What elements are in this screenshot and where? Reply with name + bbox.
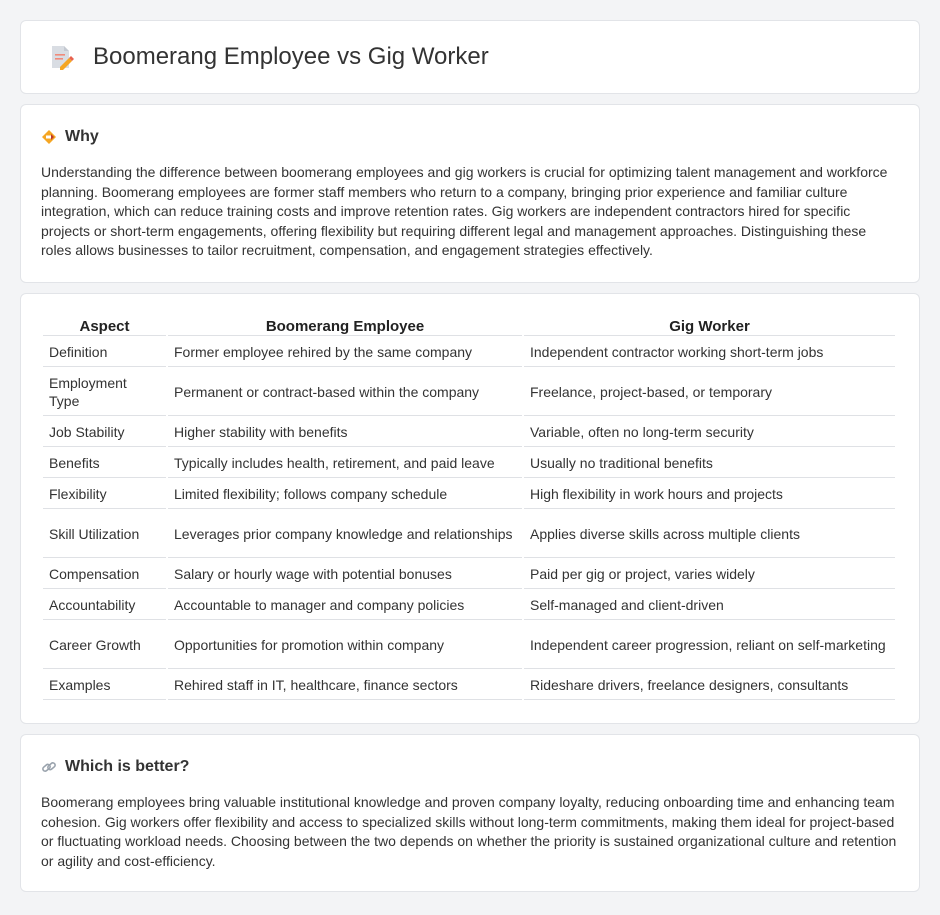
table-row xyxy=(43,622,895,669)
aspect-cell: Flexibility xyxy=(43,480,166,509)
aspect-cell: Benefits xyxy=(43,449,166,478)
aspect-cell: Definition xyxy=(43,338,166,367)
table-row xyxy=(43,369,895,416)
gig-cell: Freelance, project-based, or temporary xyxy=(524,369,895,416)
table-row xyxy=(43,338,895,367)
aspect-cell: Accountability xyxy=(43,591,166,620)
boomerang-cell: Typically includes health, retirement, and paid leave xyxy=(168,449,522,478)
gig-cell: Rideshare drivers, freelance designers, consultants xyxy=(524,671,895,700)
why-paragraph: Understanding the difference between boomerang employees and gig workers is crucial for optimizing talent management and workforce planning. Boomerang employees are former staff members who return to a company, bringing prior experience and familiar culture integration, which can reduce training costs and improve retention rates. Gig workers are independent contractors hired for specific projects or short-term engagements, offering flexibility but requiring different legal and management approaches. Distinguishing these roles allows businesses to tailor recruitment, compensation, and engagement strategies effectively. xyxy=(41,164,888,259)
column-header-aspect: Aspect xyxy=(43,314,166,336)
boomerang-cell: Leverages prior company knowledge and relationships xyxy=(168,511,522,558)
aspect-cell: Skill Utilization xyxy=(43,511,166,558)
why-section xyxy=(20,104,920,283)
document-pencil-icon xyxy=(47,43,75,71)
which-is-better-section xyxy=(20,734,920,892)
column-header-boomerang: Boomerang Employee xyxy=(168,314,522,336)
better-title: Which is better? xyxy=(65,758,190,775)
column-header-gig: Gig Worker xyxy=(524,314,895,336)
boomerang-cell: Rehired staff in IT, healthcare, finance sectors xyxy=(168,671,522,700)
page-title: Boomerang Employee vs Gig Worker xyxy=(93,43,489,70)
comparison-table xyxy=(41,312,897,702)
table-row xyxy=(43,418,895,447)
boomerang-cell: Limited flexibility; follows company schedule xyxy=(168,480,522,509)
header-card xyxy=(20,20,920,94)
aspect-cell: Career Growth xyxy=(43,622,166,669)
gig-cell: Paid per gig or project, varies widely xyxy=(524,560,895,589)
aspect-cell: Examples xyxy=(43,671,166,700)
table-row xyxy=(43,591,895,620)
gig-cell: Applies diverse skills across multiple clients xyxy=(524,511,895,558)
table-row xyxy=(43,560,895,589)
gig-cell: Variable, often no long-term security xyxy=(524,418,895,447)
why-heading xyxy=(41,129,899,145)
boomerang-cell: Permanent or contract-based within the company xyxy=(168,369,522,416)
why-title: Why xyxy=(65,128,99,145)
better-heading xyxy=(41,759,899,775)
aspect-cell: Employment Type xyxy=(43,369,166,416)
boomerang-cell: Opportunities for promotion within company xyxy=(168,622,522,669)
boomerang-cell: Higher stability with benefits xyxy=(168,418,522,447)
table-row xyxy=(43,480,895,509)
link-icon xyxy=(41,759,57,775)
table-row xyxy=(43,671,895,700)
boomerang-cell: Former employee rehired by the same company xyxy=(168,338,522,367)
boomerang-cell: Accountable to manager and company policies xyxy=(168,591,522,620)
gig-cell: Independent contractor working short-term jobs xyxy=(524,338,895,367)
comparison-section xyxy=(20,293,920,724)
gig-cell: Independent career progression, reliant on self-marketing xyxy=(524,622,895,669)
aspect-cell: Compensation xyxy=(43,560,166,589)
table-row xyxy=(43,511,895,558)
boomerang-cell: Salary or hourly wage with potential bonuses xyxy=(168,560,522,589)
better-paragraph: Boomerang employees bring valuable institutional knowledge and proven company loyalty, reducing onboarding time and enhancing team cohesion. Gig workers offer flexibility and access to specialized skills without long-term commitments, making them ideal for project-based or fluctuating workload needs. Choosing between the two depends on whether the priority is sustained organizational culture and retention or agility and cost-efficiency. xyxy=(41,794,897,869)
table-row xyxy=(43,449,895,478)
aspect-cell: Job Stability xyxy=(43,418,166,447)
gig-cell: Self-managed and client-driven xyxy=(524,591,895,620)
gig-cell: Usually no traditional benefits xyxy=(524,449,895,478)
gig-cell: High flexibility in work hours and projects xyxy=(524,480,895,509)
table-header-row xyxy=(43,314,895,336)
diamond-sign-icon xyxy=(41,129,57,145)
